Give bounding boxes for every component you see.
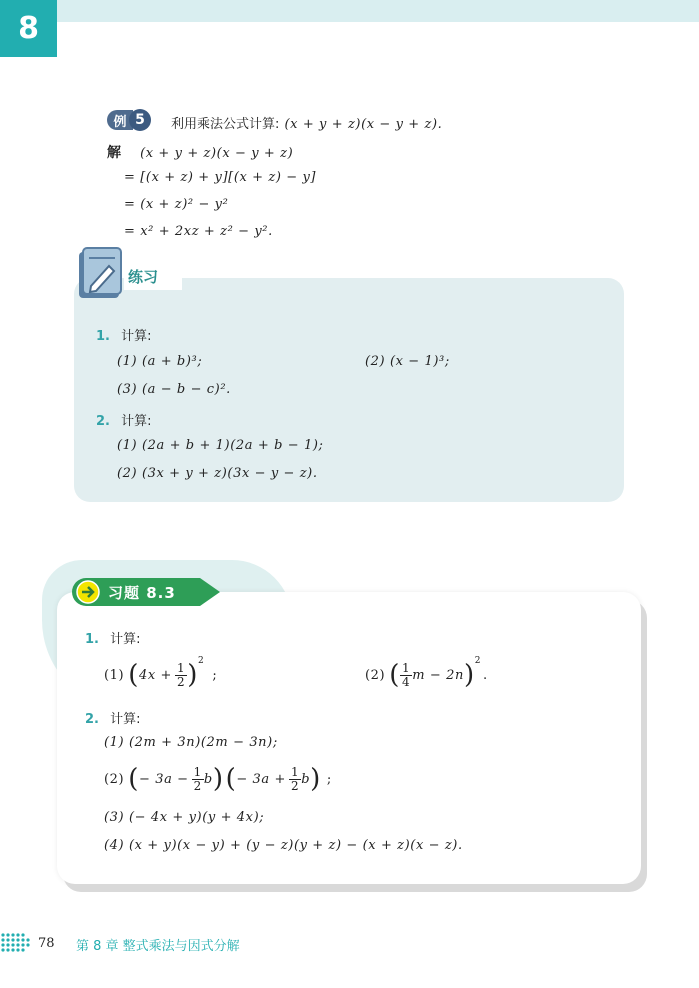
example-statement	[171, 113, 442, 132]
practice-q1	[96, 325, 151, 344]
left-paren: (	[225, 764, 237, 794]
example-expression: (x + y + z)(x − y + z).	[284, 117, 443, 132]
right-paren: )	[310, 764, 321, 794]
practice-q1-item-2: (2) (x − 1)³;	[365, 354, 450, 369]
fraction	[289, 766, 301, 793]
example-label: 例	[107, 110, 133, 130]
exponent: 2	[198, 656, 205, 666]
top-bar	[0, 0, 699, 22]
term: − 3a +	[236, 771, 286, 787]
exercise-q1	[85, 628, 140, 647]
exercise-q2-item-4: (4) (x + y)(x − y) + (y − z)(y + z) − (x + z)(x − z).	[104, 838, 463, 853]
exercise-q1-item-1-term: 4x +	[138, 667, 172, 683]
exercise-q1-item-2	[365, 652, 488, 698]
exercise-q2-item-1: (1) (2m + 3n)(2m − 3n);	[104, 735, 278, 750]
footer-dots-icon	[0, 930, 34, 956]
term: − 3a −	[138, 771, 189, 787]
exercise-q1-item-1-prefix: (1)	[104, 667, 125, 683]
fraction-denominator: 4	[401, 674, 411, 689]
right-paren: )	[212, 764, 224, 794]
fraction-numerator: 1	[401, 660, 411, 675]
exercise-q2-item-3: (3) (− 4x + y)(y + 4x);	[104, 810, 265, 825]
term: b	[301, 771, 311, 787]
punctuation: ;	[212, 667, 218, 683]
exercise-q1-item-1	[104, 652, 217, 698]
example-number: 5	[129, 109, 151, 131]
chapter-number-tab: 8	[0, 0, 57, 57]
right-paren: )	[187, 660, 198, 690]
example-intro: 利用乘法公式计算:	[171, 117, 280, 132]
fraction-numerator: 1	[290, 764, 300, 779]
fraction	[400, 662, 412, 689]
practice-q1-item-1: (1) (a + b)³;	[117, 354, 203, 369]
practice-q1-item-3: (3) (a − b − c)².	[117, 382, 231, 397]
punctuation: .	[483, 667, 488, 683]
practice-q1-number: 1.	[96, 329, 110, 344]
practice-title: 练习	[124, 262, 182, 290]
exercise-q2	[85, 708, 140, 727]
solution-first-line	[107, 142, 293, 162]
notebook-pencil-icon	[77, 246, 123, 300]
fraction-denominator: 2	[290, 778, 300, 793]
fraction-numerator: 1	[193, 764, 202, 779]
exercise-q1-number: 1.	[85, 632, 99, 647]
exercise-q2-item-2-prefix: (2)	[104, 771, 125, 787]
left-paren: (	[128, 660, 139, 690]
fraction-denominator: 2	[177, 674, 186, 689]
exponent: 2	[474, 656, 482, 666]
example-badge	[107, 109, 155, 131]
fraction	[175, 662, 187, 689]
exercise-q2-item-2	[104, 756, 332, 802]
practice-q2-number: 2.	[96, 414, 110, 429]
practice-q2	[96, 410, 151, 429]
fraction-denominator: 2	[193, 778, 202, 793]
exercise-q1-item-2-term: m − 2n	[412, 667, 464, 683]
practice-q2-item-2: (2) (3x + y + z)(3x − y − z).	[117, 466, 318, 481]
practice-q2-label: 计算:	[121, 414, 152, 429]
left-paren: (	[128, 764, 139, 794]
exercise-q1-label: 计算:	[110, 632, 141, 647]
page-number: 78	[38, 936, 55, 951]
exercise-q1-item-2-prefix: (2)	[365, 667, 386, 683]
left-paren: (	[389, 660, 400, 690]
fraction	[192, 766, 204, 793]
solution-step-1: = [(x + z) + y][(x + z) − y]	[124, 170, 317, 185]
footer-chapter-title: 第 8 章 整式乘法与因式分解	[76, 939, 240, 954]
exercise-q2-label: 计算:	[110, 712, 141, 727]
practice-q1-label: 计算:	[121, 329, 152, 344]
solution-label: 解	[107, 145, 121, 161]
practice-q2-item-1: (1) (2a + b + 1)(2a + b − 1);	[117, 438, 324, 453]
punctuation: ;	[326, 771, 332, 787]
fraction-numerator: 1	[177, 660, 186, 675]
exercise-q2-number: 2.	[85, 712, 99, 727]
solution-step-0: (x + y + z)(x − y + z)	[140, 146, 294, 161]
solution-step-2: = (x + z)² − y²	[124, 197, 229, 212]
exercise-title: 习题 8.3	[108, 583, 176, 602]
right-paren: )	[463, 660, 475, 690]
solution-step-3: = x² + 2xz + z² − y².	[124, 224, 273, 239]
term: b	[203, 771, 213, 787]
